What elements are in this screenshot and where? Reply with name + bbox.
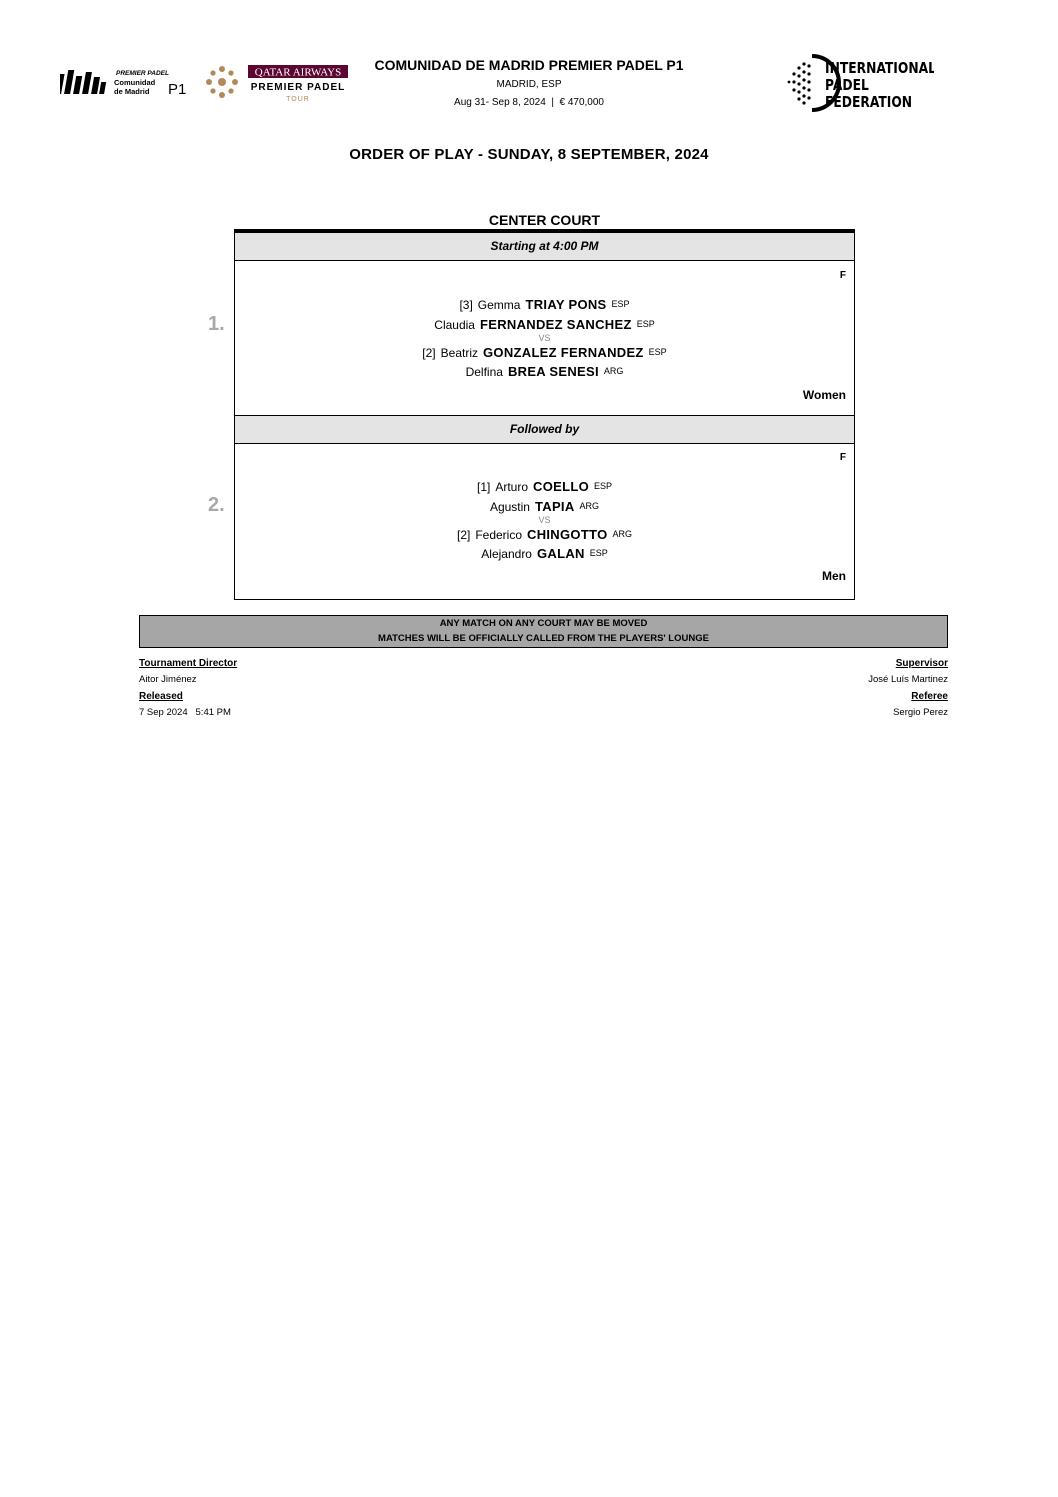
player-row: [235, 364, 854, 379]
player-first-name: Federico: [475, 528, 523, 542]
player-nationality: ESP: [589, 548, 608, 558]
match-round: F: [839, 270, 846, 281]
player-nationality: ARG: [603, 366, 624, 376]
player-nationality: ESP: [636, 319, 655, 329]
match-round: F: [839, 452, 846, 463]
player-row: [235, 297, 854, 312]
logo-left-line2: Comunidad: [114, 78, 156, 87]
player-last-name: COELLO: [533, 479, 589, 494]
logo-left-tier: P1: [168, 81, 187, 98]
player-seed: [2]: [456, 528, 471, 542]
player-nationality: ARG: [579, 501, 600, 511]
player-first-name: Beatriz: [440, 346, 478, 360]
player-first-name: Arturo: [495, 480, 529, 494]
match-number: 1.: [208, 313, 225, 335]
match-time-label: Followed by: [235, 415, 854, 444]
match-number: 2.: [208, 494, 225, 516]
notice-line: MATCHES WILL BE OFFICIALLY CALLED FROM THE PLAYERS' LOUNGE: [378, 633, 709, 644]
international-padel-federation-logo: [784, 54, 934, 114]
supervisor-name: José Luís Martinez: [868, 674, 948, 685]
supervisor-label: Supervisor: [895, 658, 948, 669]
player-row: [235, 345, 854, 360]
court-schedule-box: [234, 229, 855, 600]
notice-line: ANY MATCH ON ANY COURT MAY BE MOVED: [439, 618, 648, 629]
match-category: Women: [802, 388, 846, 402]
player-last-name: GONZALEZ FERNANDEZ: [483, 345, 644, 360]
player-seed: [1]: [476, 480, 491, 494]
comunidad-madrid-logo: [60, 66, 190, 100]
ipf-line1: INTERNATIONAL: [825, 59, 934, 78]
player-nationality: ESP: [611, 299, 630, 309]
player-nationality: ESP: [648, 347, 667, 357]
tournament-director-label: Tournament Director: [139, 658, 238, 669]
match-time-label: Starting at 4:00 PM: [235, 233, 854, 261]
player-first-name: Alejandro: [481, 547, 532, 561]
logo-left-line3: de Madrid: [114, 87, 150, 96]
player-first-name: Agustin: [489, 500, 530, 514]
schedule-notice: [139, 615, 948, 648]
player-last-name: BREA SENESI: [507, 364, 599, 379]
player-first-name: Gemma: [477, 298, 521, 312]
qatar-line1: QATAR AIRWAYS: [254, 66, 342, 79]
player-nationality: ESP: [593, 481, 612, 491]
player-last-name: TRIAY PONS: [525, 297, 607, 312]
versus-label: VS: [538, 333, 551, 343]
ipf-line3: FEDERATION: [825, 93, 913, 112]
tournament-location: MADRID, ESP: [496, 79, 562, 90]
qatar-line2: PREMIER PADEL: [250, 82, 346, 93]
player-last-name: TAPIA: [534, 499, 575, 514]
referee-name: Sergio Perez: [893, 707, 948, 718]
player-last-name: FERNANDEZ SANCHEZ: [479, 317, 632, 332]
tournament-title: COMUNIDAD DE MADRID PREMIER PADEL P1: [374, 57, 684, 73]
ipf-line2: PADEL: [825, 76, 869, 95]
player-last-name: CHINGOTTO: [527, 527, 608, 542]
versus-label: VS: [538, 515, 551, 525]
match-category: Men: [822, 569, 846, 583]
player-row: [235, 499, 854, 514]
order-of-play-title: ORDER OF PLAY - SUNDAY, 8 SEPTEMBER, 2024: [349, 146, 709, 163]
player-seed: [3]: [459, 298, 473, 312]
player-seed: [2]: [422, 346, 436, 360]
tournament-dates-prize: Aug 31- Sep 8, 2024 | € 470,000: [454, 97, 604, 108]
player-row: [235, 479, 854, 494]
released-timestamp: 7 Sep 2024 5:41 PM: [139, 707, 231, 718]
qatar-emblem-icon: [206, 66, 238, 98]
tournament-director-name: Aitor Jiménez: [139, 674, 197, 685]
logo-left-line1: PREMIER PADEL: [116, 70, 169, 77]
player-row: [235, 546, 854, 561]
court-name: CENTER COURT: [488, 212, 601, 228]
referee-label: Referee: [911, 691, 948, 702]
player-nationality: ARG: [612, 529, 632, 539]
match-card: [235, 262, 854, 414]
player-first-name: Claudia: [434, 318, 475, 332]
player-last-name: GALAN: [536, 546, 585, 561]
player-row: [235, 527, 854, 542]
player-first-name: Delfina: [465, 365, 503, 379]
player-row: [235, 317, 854, 332]
released-label: Released: [139, 691, 183, 702]
match-card: [235, 444, 854, 596]
qatar-line3: TOUR: [286, 96, 310, 103]
